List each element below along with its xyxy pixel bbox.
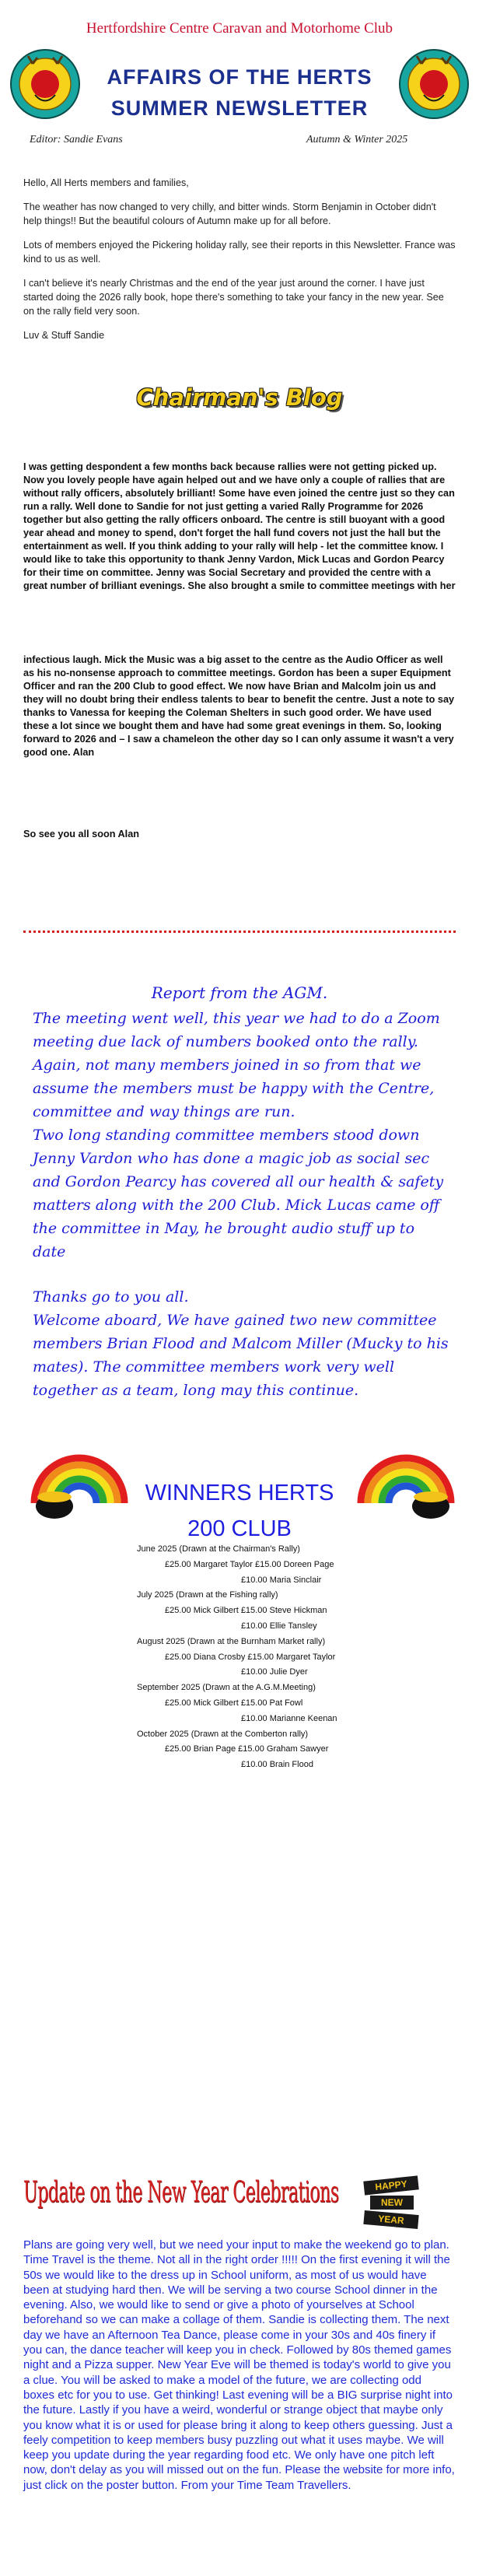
club200-row: £25.00 Margaret Taylor £15.00 Doreen Page — [165, 1559, 334, 1569]
club200-heading — [117, 1475, 362, 1547]
section-divider — [23, 931, 456, 933]
blog-paragraph-1: I was getting despondent a few months back because rallies were not getting picked up. Now you lovely people have again helped out and we have only a couple of rallies that are without rally officers, absolutely brilliant! Some have even joined the centre just so they can run a rally. Well done to Sandie for not just getting a varied Rally Programme for 2026 together but also getting the rally officers onboard. The centre is still buoyant with a good year ahead and money to spend, don't forget the hall fund covers not just the hall but the entertainment as well. If you think adding to your rally will help - let the committee know. I would like to take this opportunity to thank Jenny Vardon, Mick Lucas and Gordon Pearcy for their time on committee. Jenny was Social Secretary and provided the centre with a great number of brilliant evenings. She also brought a smile to committee meetings with her — [23, 461, 456, 591]
agm-heading: Report from the AGM. — [151, 983, 328, 1002]
club200-row: £25.00 Diana Crosby £15.00 Margaret Taylor — [165, 1652, 336, 1662]
newsletter-title-line-1: AFFAIRS OF THE HERTS — [107, 65, 372, 89]
intro-paragraph-3: I can't believe it's nearly Christmas and the end of the year just around the corner. I have just started doing the 2026 rally book, hope there's something to take your fancy in the new year. See on the rally field very soon. — [23, 278, 444, 317]
newyear-body: Plans are going very well, but we need your input to make the weekend go to plan. Time Travel is the theme. Not all in the right order !!!!! On the first evening it will the 50s we would like to the dress up in School uniform, as most of us would have been at studying hard then. We will be serving a two course School dinner in the evening. Also, we would like to send or give a photo of yourselves at School beforehand so we can make a collage of them. Sandie is collecting them. The next day we have an Afternoon Tea Dance, please come in your 30s and 40s finery if you can, the dance teacher will keep you in check. Followed by 80s themed games night and a Pizza supper. New Year Eve will be themed is today's world to give you a clue. You will be asked to make a model of the future, we are collecting odd boxes etc for you to use. Get thinking! Last evening will be a BIG surprise night into the future. Lastly if you have a weird, wonderful or strange object that maybe only you know what it is or used for please bring it along to keep others guessing. Just a feely competition to keep members busy puzzling out what it uses maybe. We will keep you update during the year regarding food etc. We only have one pitch left now, don't delay as you will missed out on the fun. Please the website for more info, just click on the poster button. From your Time Team Travellers. — [23, 2238, 455, 2492]
agm-paragraph-5: Welcome aboard, We have gained two new committee members Brian Flood and Malcom Miller (Mucky to his mates). The committee members work very well together as a team, long may this continue. — [33, 1312, 449, 1399]
edition-label: Autumn & Winter 2025 — [306, 134, 408, 145]
intro-section — [23, 176, 456, 352]
club200-row: £10.00 Marianne Keenan — [241, 1713, 337, 1723]
blog-heading: Chairman's Blog — [136, 384, 343, 411]
newyear-text — [23, 2238, 456, 2493]
club200-row: October 2025 (Drawn at the Comberton rally) — [137, 1729, 309, 1739]
newsletter-title-line-2: SUMMER NEWSLETTER — [110, 96, 369, 120]
club200-row: £25.00 Mick Gilbert £15.00 Steve Hickman — [165, 1606, 327, 1616]
agm-paragraph-4: Thanks go to you all. — [33, 1288, 189, 1306]
agm-report — [33, 1007, 449, 1402]
club-badge-right — [398, 48, 470, 120]
rainbow-pot-right-icon — [351, 1418, 460, 1526]
editor-credit: Editor: Sandie Evans — [30, 134, 123, 145]
sign-line-2: NEW — [370, 2196, 414, 2210]
club200-row: £10.00 Brain Flood — [241, 1760, 313, 1770]
club200-row: September 2025 (Drawn at the A.G.M.Meeting) — [137, 1683, 316, 1693]
blog-text-part-2 — [23, 654, 456, 759]
agm-paragraph-1: The meeting went well, this year we had to do a Zoom meeting due lack of numbers booked onto the rally. Again, not many members joined in so from that we assume the members must be happy with the Centre, committee and way things are run. — [33, 1010, 440, 1120]
club200-row: £10.00 Ellie Tansley — [241, 1621, 317, 1631]
blog-text-part-1 — [23, 461, 456, 593]
club200-title-line-1: WINNERS HERTS — [145, 1481, 334, 1505]
club200-row: £25.00 Mick Gilbert £15.00 Pat Fowl — [165, 1698, 303, 1708]
intro-paragraph-1: The weather has now changed to very chilly, and bitter winds. Storm Benjamin in October didn't help things!! But the beautiful colours of Autumn make up for all before. — [23, 202, 436, 226]
sign-line-3: YEAR — [363, 2210, 418, 2229]
sign-line-1: HAPPY — [363, 2175, 418, 2195]
agm-paragraph-3: Jenny Vardon who has done a magic job as social sec and Gordon Pearcy has covered all our health & safety matters along with the 200 Club. Mick Lucas came off the committee in May, he brought audio stuff up to date — [33, 1150, 444, 1260]
blog-paragraph-2: infectious laugh. Mick the Music was a big asset to the centre as the Audio Officer as well as his no-nonsense approach to committee meetings. Gordon has been a super Equipment Officer and ran the 200 Club to good effect. We now have Brian and Malcolm join us and they will no doubt bring their endless talents to bear to benefit the centre. Just a note to say thanks to Vanessa for keeping the Coleman Shelters in such good order. We have used these a lot since we bought them and have had some great evenings in them. So, looking forward to 2026 and – I saw a chameleon the other day so I can only assume it wasn't a very good one. Alan — [23, 654, 455, 758]
club-name: Hertfordshire Centre Caravan and Motorhome Club — [86, 20, 393, 37]
intro-signoff: Luv & Stuff Sandie — [23, 330, 105, 341]
club200-title-line-2: 200 CLUB — [187, 1516, 292, 1541]
club200-row: August 2025 (Drawn at the Burnham Market rally) — [137, 1636, 326, 1646]
club200-row: June 2025 (Drawn at the Chairman's Rally) — [137, 1544, 300, 1554]
blog-signoff: So see you all soon Alan — [23, 829, 139, 839]
club200-row: £10.00 Julie Dyer — [241, 1667, 308, 1677]
club-badge-left — [9, 48, 81, 120]
newyear-heading: Update on the New Year Celebrations — [23, 2175, 339, 2209]
happy-new-year-sign — [359, 2178, 425, 2228]
club200-row: July 2025 (Drawn at the Fishing rally) — [137, 1590, 278, 1600]
intro-paragraph-2: Lots of members enjoyed the Pickering holiday rally, see their reports in this Newsletter. France was kind to us as well. — [23, 240, 456, 265]
intro-greeting: Hello, All Herts members and families, — [23, 177, 189, 188]
club200-row: £25.00 Brian Page £15.00 Graham Sawyer — [165, 1744, 329, 1754]
agm-paragraph-2: Two long standing committee members stood down — [33, 1127, 420, 1144]
club200-row: £10.00 Maria Sinclair — [241, 1575, 322, 1585]
